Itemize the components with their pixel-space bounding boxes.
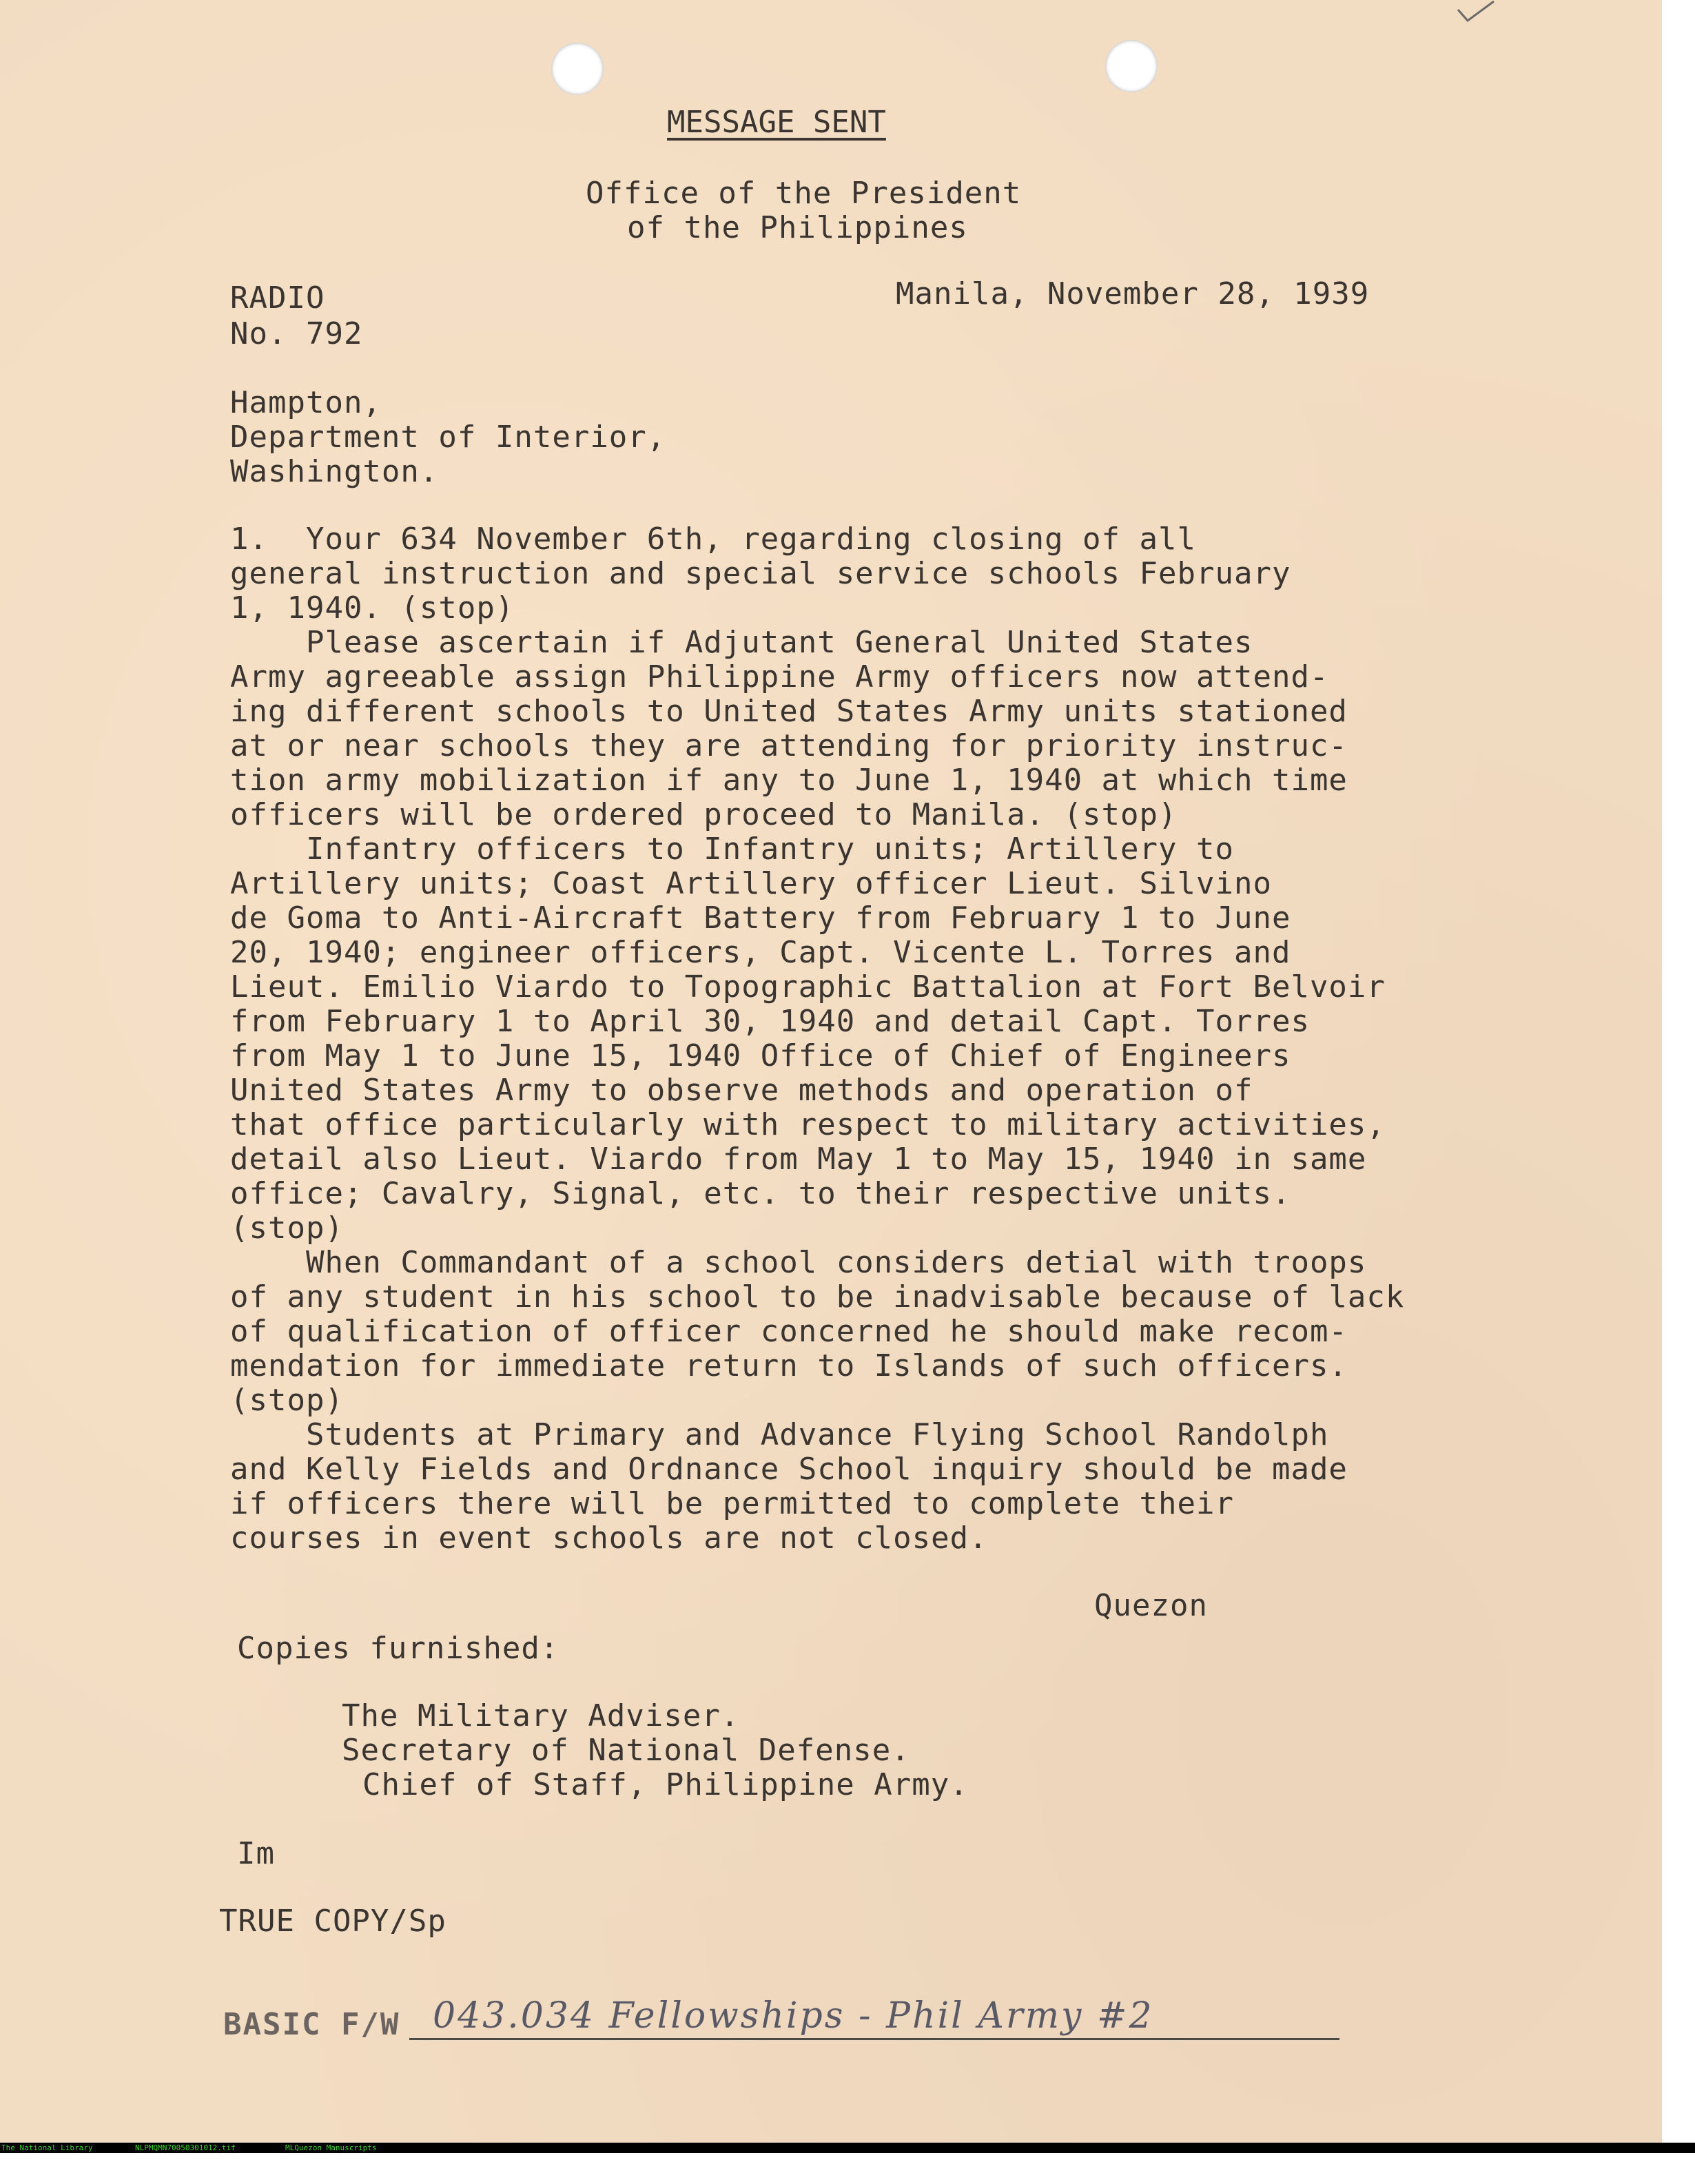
body-line: (stop) <box>230 1211 344 1246</box>
body-line: of any student in his school to be inadvisable because of lack <box>230 1279 1405 1315</box>
body-line: from February 1 to April 30, 1940 and detail Capt. Torres <box>230 1004 1310 1039</box>
body-line: from May 1 to June 15, 1940 Office of Chief of Engineers <box>230 1038 1291 1073</box>
body-line: 1, 1940. (stop) <box>230 590 515 626</box>
radio-number: No. 792 <box>230 316 363 351</box>
body-line: 20, 1940; engineer officers, Capt. Vicente L. Torres and <box>230 935 1291 970</box>
body-line: and Kelly Fields and Ordnance School inquiry should be made <box>230 1452 1348 1487</box>
check-mark-icon <box>1455 0 1497 25</box>
addressee-line: Hampton, <box>230 385 382 420</box>
copy-recipient: Secretary of National Defense. <box>342 1733 910 1768</box>
body-line: general instruction and special service schools February <box>230 556 1291 591</box>
addressee-line: Department of Interior, <box>230 420 666 455</box>
page-edge <box>1662 0 1678 2143</box>
body-line: office; Cavalry, Signal, etc. to their respective units. <box>230 1176 1291 1211</box>
body-line: 1. Your 634 November 6th, regarding closing of all <box>230 522 1197 557</box>
body-line: detail also Lieut. Viardo from May 1 to May 15, 1940 in same <box>230 1142 1367 1177</box>
body-line: United States Army to observe methods and operation of <box>230 1073 1253 1108</box>
office-line-2: of the Philippines <box>627 210 968 245</box>
body-line: Lieut. Emilio Viardo to Topographic Battalion at Fort Belvoir <box>230 969 1386 1005</box>
punch-hole-right <box>1105 40 1158 92</box>
copy-recipient: The Military Adviser. <box>342 1698 740 1733</box>
radio-label: RADIO <box>230 280 325 316</box>
body-line: Please ascertain if Adjutant General United States <box>230 625 1253 660</box>
punch-hole-left <box>551 43 604 95</box>
true-copy-note: TRUE COPY/Sp <box>219 1904 446 1939</box>
body-line: officers will be ordered proceed to Manila. (stop) <box>230 797 1178 832</box>
scan-footer-bar <box>0 2143 1695 2153</box>
body-line: Infantry officers to Infantry units; Artillery to <box>230 832 1234 867</box>
addressee-line: Washington. <box>230 454 439 489</box>
body-line: tion army mobilization if any to June 1, 1940 at which time <box>230 763 1348 798</box>
body-line: ing different schools to United States Army units stationed <box>230 694 1348 729</box>
body-line: (stop) <box>230 1383 344 1418</box>
body-line: Students at Primary and Advance Flying School Randolph <box>230 1417 1329 1452</box>
place-date: Manila, November 28, 1939 <box>896 276 1370 311</box>
footer-library: The National Library <box>1 2143 93 2152</box>
body-line: of qualification of officer concerned he should make recom- <box>230 1314 1348 1349</box>
basic-underline <box>409 2038 1339 2040</box>
body-line: mendation for immediate return to Islands of such officers. <box>230 1348 1348 1383</box>
body-line: at or near schools they are attending for priority instruc- <box>230 728 1348 763</box>
body-line: that office particularly with respect to military activities, <box>230 1107 1386 1142</box>
copy-recipient: Chief of Staff, Philippine Army. <box>362 1767 969 1802</box>
basic-label: BASIC F/W <box>223 2007 400 2042</box>
copies-label: Copies furnished: <box>237 1631 559 1666</box>
body-line: if officers there will be permitted to complete their <box>230 1486 1234 1521</box>
initials: Im <box>237 1836 275 1871</box>
body-line: Army agreeable assign Philippine Army officers now attend- <box>230 659 1329 694</box>
office-line-1: Office of the President <box>586 176 1022 211</box>
body-line: de Goma to Anti-Aircraft Battery from February 1 to June <box>230 900 1291 936</box>
signature: Quezon <box>1094 1588 1208 1623</box>
basic-handwritten-note: 043.034 Fellowships - Phil Army #2 <box>433 1995 1154 2037</box>
footer-filename: NLPMQMN70050301012.tif <box>135 2143 236 2152</box>
footer-collection: MLQuezon Manuscripts <box>285 2143 377 2152</box>
body-line: Artillery units; Coast Artillery officer Lieut. Silvino <box>230 866 1272 901</box>
body-line: When Commandant of a school considers detial with troops <box>230 1245 1367 1280</box>
document-header: MESSAGE SENT <box>667 105 886 140</box>
body-line: courses in event schools are not closed. <box>230 1521 988 1556</box>
